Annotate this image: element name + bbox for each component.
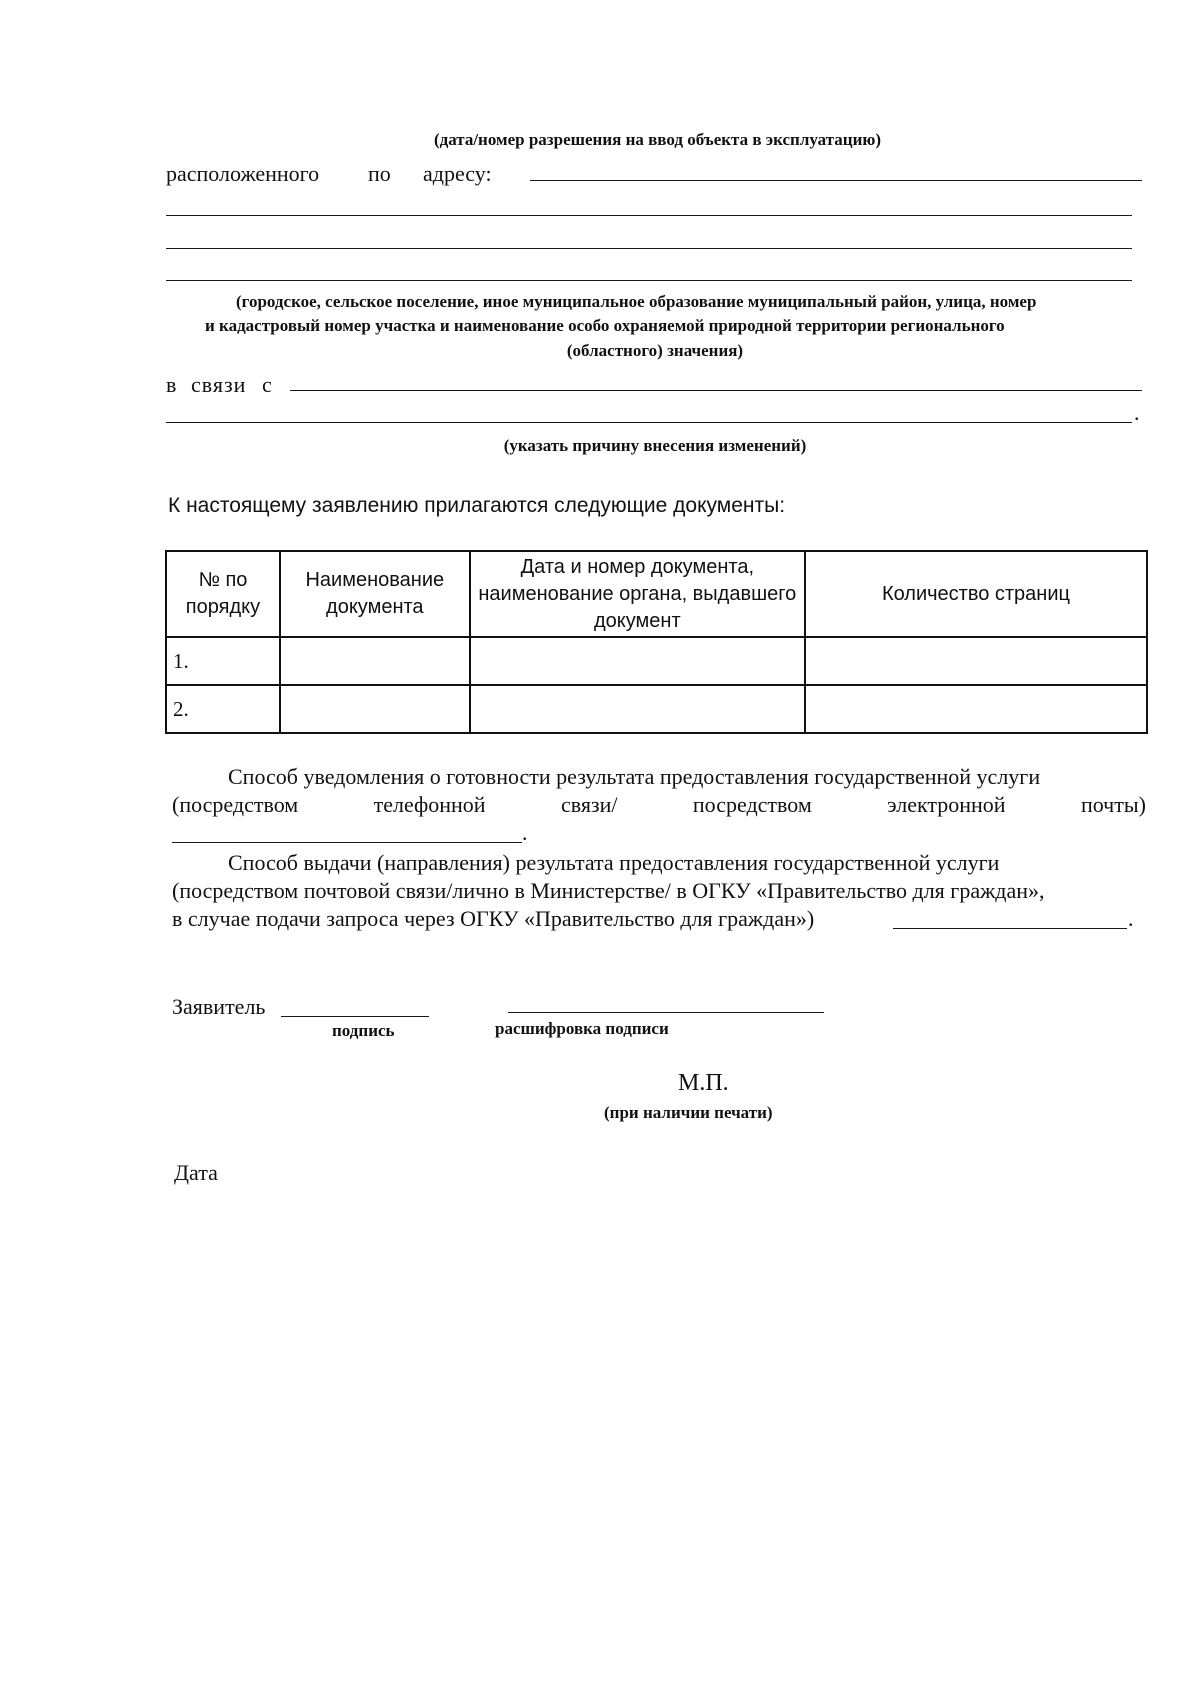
doc-name-cell[interactable] xyxy=(280,637,470,685)
reason-input-line-1[interactable] xyxy=(290,390,1142,391)
header-doc-date-number: Дата и номер документа, наименование органа, выдавшего документ xyxy=(470,551,805,637)
signature-decode-input-line[interactable] xyxy=(508,1012,824,1013)
reason-label-word3: с xyxy=(262,372,273,397)
row-number-cell: 2. xyxy=(166,685,280,733)
header-number: № по порядку xyxy=(166,551,280,637)
page-count-cell[interactable] xyxy=(805,685,1147,733)
header-doc-name: Наименование документа xyxy=(280,551,470,637)
permit-caption: (дата/номер разрешения на ввод объекта в эксплуатацию) xyxy=(433,130,882,149)
table-header-row xyxy=(166,551,1147,637)
reason-label-word2: связи xyxy=(191,372,247,397)
notification-word: посредством xyxy=(692,792,812,817)
reason-input-line-2[interactable] xyxy=(166,422,1132,423)
doc-date-number-cell[interactable] xyxy=(470,685,805,733)
notification-input-line[interactable] xyxy=(172,842,522,843)
row-number-cell: 1. xyxy=(166,637,280,685)
address-input-line-3[interactable] xyxy=(166,248,1132,249)
location-caption-line-1: (городское, сельское поселение, иное муниципальное образование муниципальный район, улица, номер xyxy=(236,292,1037,311)
applicant-label: Заявитель xyxy=(172,994,266,1019)
signature-decode-caption: расшифровка подписи xyxy=(495,1019,669,1038)
reason-label-word1: в xyxy=(166,372,178,397)
page-count-cell[interactable] xyxy=(805,637,1147,685)
stamp-caption: (при наличии печати) xyxy=(604,1103,773,1122)
delivery-line-3: в случае подачи запроса через ОГКУ «Правительство для граждан») xyxy=(172,906,815,931)
delivery-line-2: (посредством почтовой связи/лично в Министерстве/ в ОГКУ «Правительство для граждан», xyxy=(172,878,1045,903)
reason-caption: (указать причину внесения изменений) xyxy=(503,436,807,455)
notification-word: почты) xyxy=(1080,792,1146,817)
signature-caption: подпись xyxy=(332,1021,395,1040)
header-page-count: Количество страниц xyxy=(805,551,1147,637)
notification-end-period: . xyxy=(522,820,528,845)
reason-end-period: . xyxy=(1134,400,1140,425)
address-label-word2: по xyxy=(368,161,391,186)
attachments-heading: К настоящему заявлению прилагаются следующие документы: xyxy=(168,494,786,517)
documents-table xyxy=(165,550,1148,734)
notification-word: связи/ xyxy=(560,792,618,817)
address-input-line-4[interactable] xyxy=(166,280,1132,281)
delivery-input-line[interactable] xyxy=(893,928,1127,929)
delivery-end-period: . xyxy=(1128,906,1134,931)
stamp-label: М.П. xyxy=(678,1070,729,1096)
notification-line-2 xyxy=(172,792,1146,818)
notification-line-1: Способ уведомления о готовности результата предоставления государственной услуги xyxy=(228,764,1041,789)
notification-word: электронной xyxy=(887,792,1006,817)
date-label: Дата xyxy=(174,1160,218,1185)
location-caption-line-3: (областного) значения) xyxy=(566,341,744,360)
doc-name-cell[interactable] xyxy=(280,685,470,733)
table-row xyxy=(166,685,1147,733)
doc-date-number-cell[interactable] xyxy=(470,637,805,685)
signature-input-line[interactable] xyxy=(281,1016,429,1017)
notification-word: телефонной xyxy=(373,792,486,817)
location-caption-line-2: и кадастровый номер участка и наименование особо охраняемой природной территории регионального xyxy=(205,316,1005,335)
address-input-line-2[interactable] xyxy=(166,215,1132,216)
table-row xyxy=(166,637,1147,685)
notification-word: (посредством xyxy=(172,792,299,817)
delivery-line-1: Способ выдачи (направления) результата предоставления государственной услуги xyxy=(228,850,1000,875)
address-label-word1: расположенного xyxy=(166,161,320,186)
address-label-word3: адресу: xyxy=(423,161,492,186)
address-input-line-1[interactable] xyxy=(530,180,1142,181)
